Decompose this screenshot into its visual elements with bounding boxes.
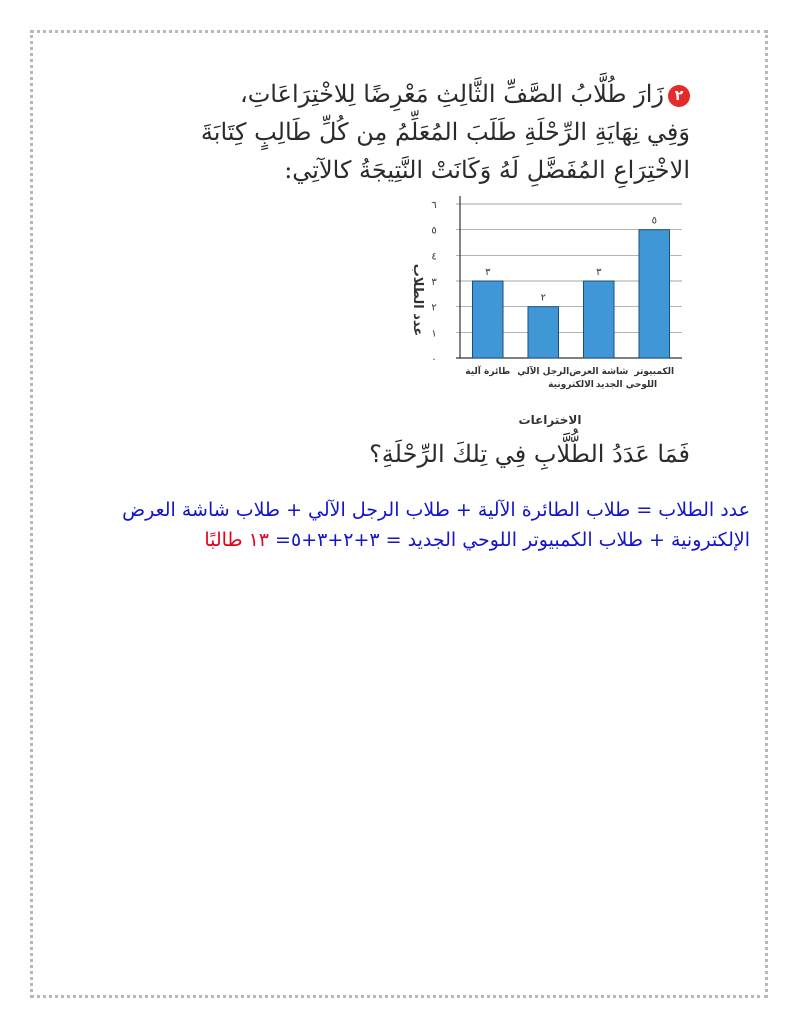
x-tick-label: شاشة العرض الالكترونية: [548, 367, 629, 390]
x-category-labels: [465, 365, 674, 390]
bar: [472, 281, 503, 358]
problem-number-badge: ٢: [668, 85, 690, 107]
bar-value-label: ٣: [596, 267, 602, 278]
answer-text: [60, 495, 750, 555]
y-tick-label: ٤: [431, 251, 437, 263]
x-axis-label: الاختراعات: [518, 413, 582, 427]
x-tick-label: طائرة آلية: [465, 367, 511, 377]
problem-line-2: وَفِي نِهَايَةِ الرِّحْلَةِ طَلَبَ المُعَلِّمُ مِن كُلِّ طَالِبٍ كِتَابَةَ: [200, 118, 690, 146]
answer-line-1: عدد الطلاب = طلاب الطائرة الآلية + طلاب الرجل الآلي + طلاب شاشة العرض: [122, 499, 750, 521]
bar-value-labels: [485, 216, 657, 304]
problem-line-3: الاخْتِرَاعِ المُفَضَّلِ لَهُ وَكَانَتْ النَّتِيجَةُ كالآتِي:: [284, 156, 690, 184]
y-tick-label: ٦: [431, 200, 437, 211]
bar-value-label: ٢: [540, 292, 546, 304]
y-tick-label: ١: [431, 328, 437, 340]
bar-chart: [400, 190, 740, 430]
y-tick-label: ٢: [431, 302, 437, 314]
bar: [639, 230, 670, 358]
answer-line-2-text: الإلكترونية + طلاب الكمبيوتر اللوحي الجديد = ٣+٢+٣+٥=: [275, 529, 750, 551]
answer-result: ١٣ طالبًا: [204, 529, 269, 551]
y-tick-labels: [431, 200, 437, 365]
y-axis-label: عدد الطلاب: [410, 263, 425, 337]
y-tick-label: ٠: [431, 354, 437, 365]
answer-line-2: [60, 525, 750, 555]
bar-value-label: ٥: [651, 215, 657, 227]
bar: [583, 281, 614, 358]
bar: [528, 307, 559, 358]
problem-line-1: [160, 75, 690, 113]
problem-line-1-text: زَارَ طُلَّابُ الصَّفِّ الثَّالِثِ مَعْرِضًا لِلاخْتِرَاعَاتِ،: [239, 80, 664, 108]
bar-value-label: ٣: [485, 267, 491, 278]
problem-text: [160, 75, 690, 189]
x-tick-label: الرجل الآلي: [517, 367, 570, 377]
y-tick-label: ٣: [431, 277, 437, 288]
chart-bars: [472, 230, 669, 358]
y-tick-label: ٥: [431, 225, 437, 237]
x-tick-label: الكمبيوتر اللوحي الجديد: [595, 367, 675, 390]
question-text: فَمَا عَدَدُ الطُّلَّابِ فِي تِلكَ الرِّحْلَةِ؟: [369, 440, 690, 468]
